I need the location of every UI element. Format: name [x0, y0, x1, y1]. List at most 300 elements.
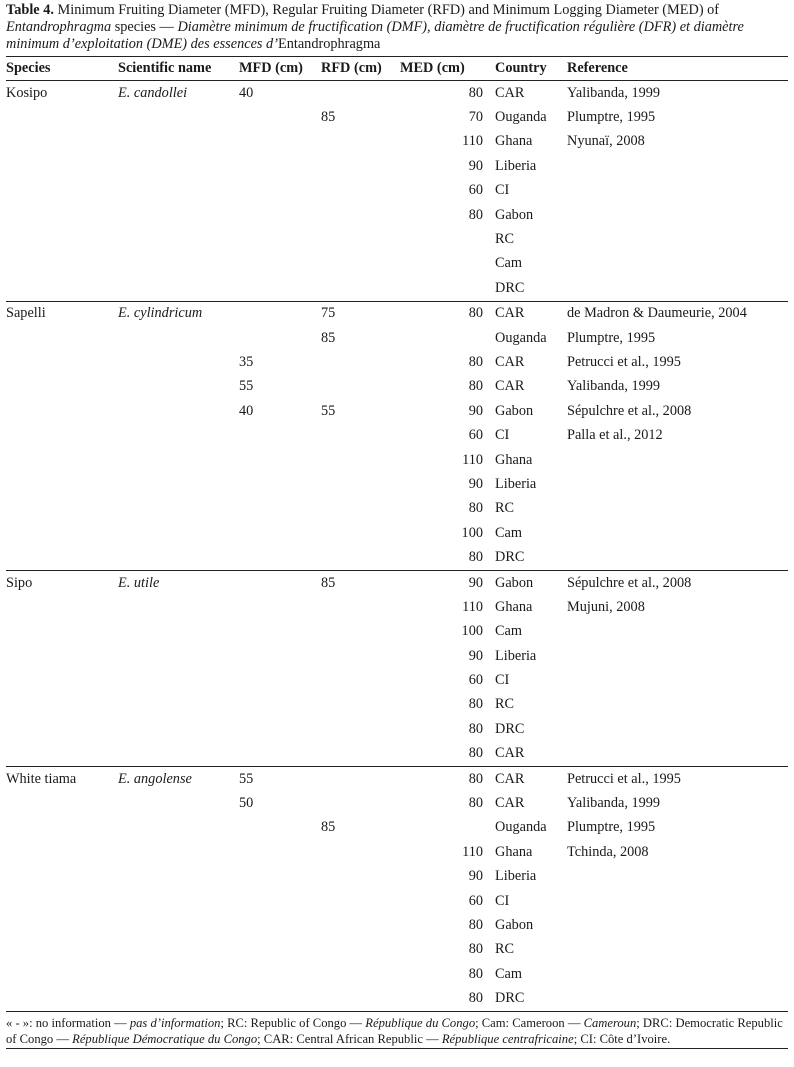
med-value: 60: [468, 672, 483, 689]
cell-mfd: [239, 889, 321, 913]
cell-scientific-name: [118, 962, 239, 986]
footnote-part: ; RC: Republic of Congo —: [220, 1015, 366, 1030]
table-footnote: [6, 1015, 788, 1048]
footnote-part: République Démocratique du Congo: [72, 1032, 258, 1047]
cell-rfd: [321, 423, 400, 447]
cell-species: [6, 986, 118, 1011]
med-value: 80: [468, 795, 483, 812]
cell-scientific-name: [118, 791, 239, 815]
cell-country: Cam: [495, 623, 523, 640]
cell-med: [400, 766, 483, 791]
cell-species: [6, 521, 118, 545]
cell-rfd: [321, 521, 400, 545]
cell-scientific-name: [118, 668, 239, 692]
cell-med: [400, 742, 483, 767]
cell-mfd: [239, 521, 321, 545]
cell-country: RC: [495, 696, 515, 713]
cell-reference: [567, 276, 788, 301]
med-value: 80: [468, 965, 483, 982]
cell-rfd: [321, 693, 400, 717]
cell-country: CAR: [495, 770, 525, 787]
cell-med: [400, 203, 483, 227]
cell-scientific-name: [118, 742, 239, 767]
cell-scientific-name: [118, 497, 239, 521]
table-row: [6, 227, 788, 251]
cell-species: [6, 350, 118, 374]
cell-med: [400, 913, 483, 937]
med-value: 80: [468, 770, 483, 787]
table-row: [6, 840, 788, 864]
cell-rfd: [321, 448, 400, 472]
cell-species: [6, 938, 118, 962]
cell-reference: Yalibanda, 1999: [567, 84, 661, 101]
cell-mfd: [239, 472, 321, 496]
cell-med: [400, 497, 483, 521]
cell-reference: Tchinda, 2008: [567, 843, 649, 860]
cell-species: [6, 595, 118, 619]
cell-scientific-name: [118, 938, 239, 962]
cell-mfd: 50: [239, 795, 254, 812]
cell-med: [400, 423, 483, 447]
cell-reference: [567, 252, 788, 276]
table-row: [6, 545, 788, 570]
med-value: 80: [468, 720, 483, 737]
table-row: [6, 791, 788, 815]
cell-mfd: [239, 913, 321, 937]
cell-reference: [567, 620, 788, 644]
table-row: [6, 595, 788, 619]
table-row: [6, 816, 788, 840]
table-row: [6, 693, 788, 717]
cell-reference: [567, 497, 788, 521]
table-row: [6, 203, 788, 227]
cell-mfd: 55: [239, 770, 254, 787]
footnote-part: « - »: no information —: [6, 1015, 130, 1030]
cell-rfd: 85: [321, 109, 336, 126]
cell-rfd: [321, 227, 400, 251]
caption-text-fr: Diamètre minimum de fructification (DMF), diamètre de fructification régulière (DFR) et diamètre minimum d’exploitation (DME) des essences d’: [6, 19, 744, 52]
table-row: [6, 472, 788, 496]
table-row: [6, 154, 788, 178]
caption-text-en: Minimum Fruiting Diameter (MFD), Regular Fruiting Diameter (RFD) and Minimum Logging Diameter (MED) of: [53, 2, 720, 18]
cell-mfd: [239, 668, 321, 692]
cell-rfd: [321, 375, 400, 399]
col-header-scientific-name: Scientific name: [118, 60, 212, 76]
cell-mfd: [239, 938, 321, 962]
col-header-reference: Reference: [567, 60, 628, 76]
table-row: [6, 766, 788, 791]
cell-mfd: [239, 252, 321, 276]
cell-med: [400, 227, 483, 251]
cell-med: [400, 154, 483, 178]
cell-med: [400, 865, 483, 889]
med-value: 90: [468, 647, 483, 664]
cell-mfd: 40: [239, 84, 254, 101]
cell-rfd: [321, 865, 400, 889]
cell-mfd: [239, 620, 321, 644]
cell-country: Gabon: [495, 916, 534, 933]
cell-country: CAR: [495, 84, 525, 101]
cell-species: White tiama: [6, 770, 77, 787]
cell-med: [400, 350, 483, 374]
cell-species: [6, 791, 118, 815]
cell-reference: [567, 668, 788, 692]
cell-rfd: 85: [321, 329, 336, 346]
cell-rfd: 55: [321, 402, 336, 419]
table-row: [6, 742, 788, 767]
cell-med: [400, 448, 483, 472]
cell-country: CI: [495, 892, 510, 909]
cell-mfd: [239, 179, 321, 203]
med-value: 90: [468, 475, 483, 492]
cell-rfd: [321, 913, 400, 937]
cell-reference: [567, 865, 788, 889]
cell-med: [400, 620, 483, 644]
cell-mfd: 35: [239, 353, 254, 370]
table-row: [6, 375, 788, 399]
cell-scientific-name: [118, 986, 239, 1011]
cell-scientific-name: [118, 620, 239, 644]
cell-scientific-name: [118, 913, 239, 937]
cell-scientific-name: [118, 521, 239, 545]
col-header-mfd: MFD (cm): [239, 60, 303, 76]
cell-mfd: [239, 742, 321, 767]
cell-reference: Plumptre, 1995: [567, 819, 656, 836]
med-value: 80: [468, 378, 483, 395]
cell-country: Liberia: [495, 475, 537, 492]
cell-mfd: [239, 448, 321, 472]
cell-mfd: [239, 203, 321, 227]
cell-reference: [567, 742, 788, 767]
cell-med: [400, 717, 483, 741]
cell-scientific-name: [118, 105, 239, 129]
cell-med: [400, 962, 483, 986]
cell-med: [400, 472, 483, 496]
cell-mfd: [239, 570, 321, 595]
cell-scientific-name: E. utile: [118, 574, 160, 591]
cell-country: Liberia: [495, 157, 537, 174]
cell-rfd: [321, 252, 400, 276]
cell-med: [400, 81, 483, 106]
med-value: 90: [468, 157, 483, 174]
cell-species: [6, 472, 118, 496]
cell-species: [6, 326, 118, 350]
cell-reference: [567, 644, 788, 668]
cell-reference: Yalibanda, 1999: [567, 795, 661, 812]
cell-rfd: [321, 717, 400, 741]
med-value: 60: [468, 182, 483, 199]
cell-mfd: [239, 154, 321, 178]
cell-reference: Plumptre, 1995: [567, 109, 656, 126]
cell-reference: Mujuni, 2008: [567, 598, 645, 615]
cell-mfd: [239, 497, 321, 521]
cell-mfd: [239, 693, 321, 717]
table-label: Table 4.: [6, 2, 54, 18]
cell-mfd: [239, 865, 321, 889]
med-value: 80: [468, 941, 483, 958]
cell-scientific-name: [118, 350, 239, 374]
med-value: 80: [468, 305, 483, 322]
cell-scientific-name: E. candollei: [118, 84, 188, 101]
cell-med: [400, 570, 483, 595]
cell-country: Gabon: [495, 206, 534, 223]
header-row: [6, 57, 788, 81]
cell-scientific-name: [118, 276, 239, 301]
cell-scientific-name: [118, 717, 239, 741]
footnote-part: ; CI: Côte d’Ivoire.: [573, 1032, 671, 1047]
med-value: 80: [468, 916, 483, 933]
cell-reference: Sépulchre et al., 2008: [567, 402, 692, 419]
cell-mfd: [239, 816, 321, 840]
cell-med: [400, 521, 483, 545]
cell-mfd: [239, 423, 321, 447]
cell-scientific-name: [118, 130, 239, 154]
cell-species: [6, 742, 118, 767]
footnote-part: Cameroun: [583, 1015, 637, 1030]
cell-country: DRC: [483, 545, 567, 570]
cell-country: RC: [495, 941, 515, 958]
med-value: 110: [462, 598, 483, 615]
cell-rfd: [321, 130, 400, 154]
cell-country: CI: [495, 427, 510, 444]
med-value: 80: [468, 500, 483, 517]
cell-reference: [567, 938, 788, 962]
cell-rfd: [321, 350, 400, 374]
cell-species: [6, 130, 118, 154]
cell-country: Cam: [495, 255, 523, 272]
cell-mfd: [239, 545, 321, 570]
table-row: [6, 889, 788, 913]
cell-mfd: [239, 130, 321, 154]
table-row: [6, 913, 788, 937]
bottom-rule: [6, 1048, 788, 1049]
cell-scientific-name: [118, 840, 239, 864]
cell-country: CI: [495, 182, 510, 199]
cell-med: [400, 276, 483, 301]
cell-reference: [567, 521, 788, 545]
cell-rfd: [321, 154, 400, 178]
data-table: [6, 57, 788, 1012]
cell-country: Cam: [495, 965, 523, 982]
cell-med: [400, 791, 483, 815]
cell-scientific-name: [118, 693, 239, 717]
cell-rfd: [321, 81, 400, 106]
cell-scientific-name: [118, 154, 239, 178]
cell-rfd: 85: [321, 819, 336, 836]
cell-rfd: [321, 545, 400, 570]
cell-scientific-name: [118, 545, 239, 570]
cell-mfd: [239, 840, 321, 864]
cell-rfd: [321, 766, 400, 791]
cell-med: [400, 938, 483, 962]
cell-species: [6, 693, 118, 717]
cell-country: Ouganda: [495, 109, 547, 126]
med-value: 80: [468, 353, 483, 370]
med-value: 110: [462, 451, 483, 468]
cell-scientific-name: [118, 644, 239, 668]
cell-med: [400, 326, 483, 350]
cell-mfd: [239, 595, 321, 619]
cell-reference: [567, 154, 788, 178]
cell-species: Kosipo: [6, 84, 48, 101]
cell-country: DRC: [483, 276, 567, 301]
cell-rfd: [321, 179, 400, 203]
cell-scientific-name: [118, 865, 239, 889]
cell-species: [6, 913, 118, 937]
table-row: [6, 399, 788, 423]
cell-species: [6, 252, 118, 276]
cell-med: [400, 252, 483, 276]
med-value: 110: [462, 133, 483, 150]
cell-species: [6, 375, 118, 399]
cell-country: Liberia: [495, 647, 537, 664]
cell-rfd: [321, 276, 400, 301]
cell-reference: [567, 227, 788, 251]
cell-reference: [567, 472, 788, 496]
cell-reference: [567, 962, 788, 986]
cell-rfd: [321, 791, 400, 815]
cell-scientific-name: [118, 227, 239, 251]
col-header-species: Species: [6, 60, 51, 76]
cell-scientific-name: [118, 399, 239, 423]
cell-country: Ghana: [495, 598, 533, 615]
cell-country: DRC: [483, 986, 567, 1011]
cell-species: [6, 203, 118, 227]
footnote-part: pas d’information: [129, 1015, 221, 1030]
col-header-rfd: RFD (cm): [321, 60, 382, 76]
table-body: [6, 81, 788, 1012]
cell-mfd: [239, 276, 321, 301]
cell-rfd: [321, 840, 400, 864]
table-row: [6, 497, 788, 521]
table-row: [6, 326, 788, 350]
footnote-part: République du Congo: [365, 1015, 476, 1030]
cell-country: Ghana: [495, 133, 533, 150]
cell-scientific-name: E. cylindricum: [118, 305, 203, 322]
med-value: 80: [468, 84, 483, 101]
cell-mfd: 40: [239, 402, 254, 419]
cell-species: [6, 276, 118, 301]
cell-med: [400, 816, 483, 840]
cell-species: [6, 497, 118, 521]
table-row: [6, 179, 788, 203]
cell-rfd: [321, 472, 400, 496]
cell-species: [6, 668, 118, 692]
cell-country: DRC: [495, 720, 525, 737]
med-value: 60: [468, 427, 483, 444]
table-row: [6, 620, 788, 644]
table-row: [6, 81, 788, 106]
cell-reference: [567, 717, 788, 741]
table-row: [6, 644, 788, 668]
cell-species: [6, 448, 118, 472]
cell-reference: Yalibanda, 1999: [567, 378, 661, 395]
cell-scientific-name: [118, 326, 239, 350]
cell-country: Ouganda: [495, 819, 547, 836]
cell-country: CI: [495, 672, 510, 689]
table-row: [6, 938, 788, 962]
cell-country: CAR: [495, 305, 525, 322]
cell-reference: Nyunaï, 2008: [567, 133, 645, 150]
cell-scientific-name: [118, 595, 239, 619]
col-header-med: MED (cm): [400, 60, 465, 76]
cell-species: [6, 105, 118, 129]
cell-species: [6, 423, 118, 447]
cell-reference: Plumptre, 1995: [567, 329, 656, 346]
cell-med: [400, 375, 483, 399]
cell-rfd: [321, 889, 400, 913]
footnote-part: ; DRC: Democratic Republic of Congo —: [6, 1015, 783, 1047]
cell-reference: Sépulchre et al., 2008: [567, 574, 692, 591]
cell-species: [6, 717, 118, 741]
med-value: 90: [468, 402, 483, 419]
table-row: [6, 301, 788, 326]
cell-country: RC: [495, 231, 515, 248]
footnote-part: ; Cam: Cameroon —: [475, 1015, 584, 1030]
table-row: [6, 865, 788, 889]
med-value: 90: [468, 574, 483, 591]
col-header-country: Country: [495, 60, 547, 76]
table-row: [6, 717, 788, 741]
med-value: 100: [461, 524, 483, 541]
cell-scientific-name: [118, 816, 239, 840]
caption-text-en-end: species —: [111, 19, 178, 35]
cell-rfd: [321, 620, 400, 644]
cell-species: [6, 545, 118, 570]
table-row: [6, 448, 788, 472]
cell-med: [400, 889, 483, 913]
cell-species: [6, 962, 118, 986]
cell-mfd: [239, 105, 321, 129]
cell-scientific-name: [118, 423, 239, 447]
cell-rfd: [321, 962, 400, 986]
cell-species: [6, 399, 118, 423]
cell-med: [400, 668, 483, 692]
cell-reference: de Madron & Daumeurie, 2004: [567, 305, 747, 322]
cell-med: [400, 644, 483, 668]
table-row: [6, 252, 788, 276]
cell-rfd: [321, 986, 400, 1011]
cell-species: Sipo: [6, 574, 33, 591]
cell-species: [6, 154, 118, 178]
cell-reference: [567, 889, 788, 913]
cell-mfd: [239, 962, 321, 986]
cell-med: [400, 545, 483, 570]
med-value: 80: [468, 549, 483, 566]
cell-rfd: [321, 938, 400, 962]
cell-rfd: [321, 595, 400, 619]
med-value: 80: [468, 745, 483, 762]
cell-country: Ouganda: [495, 329, 547, 346]
table-caption: [6, 2, 788, 53]
footnote-part: ; CAR: Central African Republic —: [257, 1032, 442, 1047]
cell-species: [6, 227, 118, 251]
cell-country: CAR: [495, 353, 525, 370]
cell-med: [400, 693, 483, 717]
cell-med: [400, 986, 483, 1011]
cell-scientific-name: [118, 889, 239, 913]
cell-reference: [567, 179, 788, 203]
med-value: 80: [468, 696, 483, 713]
med-value: 110: [462, 843, 483, 860]
table-row: [6, 276, 788, 301]
cell-med: [400, 399, 483, 423]
med-value: 80: [468, 206, 483, 223]
table-row: [6, 570, 788, 595]
cell-rfd: [321, 742, 400, 767]
cell-species: [6, 179, 118, 203]
table-row: [6, 130, 788, 154]
